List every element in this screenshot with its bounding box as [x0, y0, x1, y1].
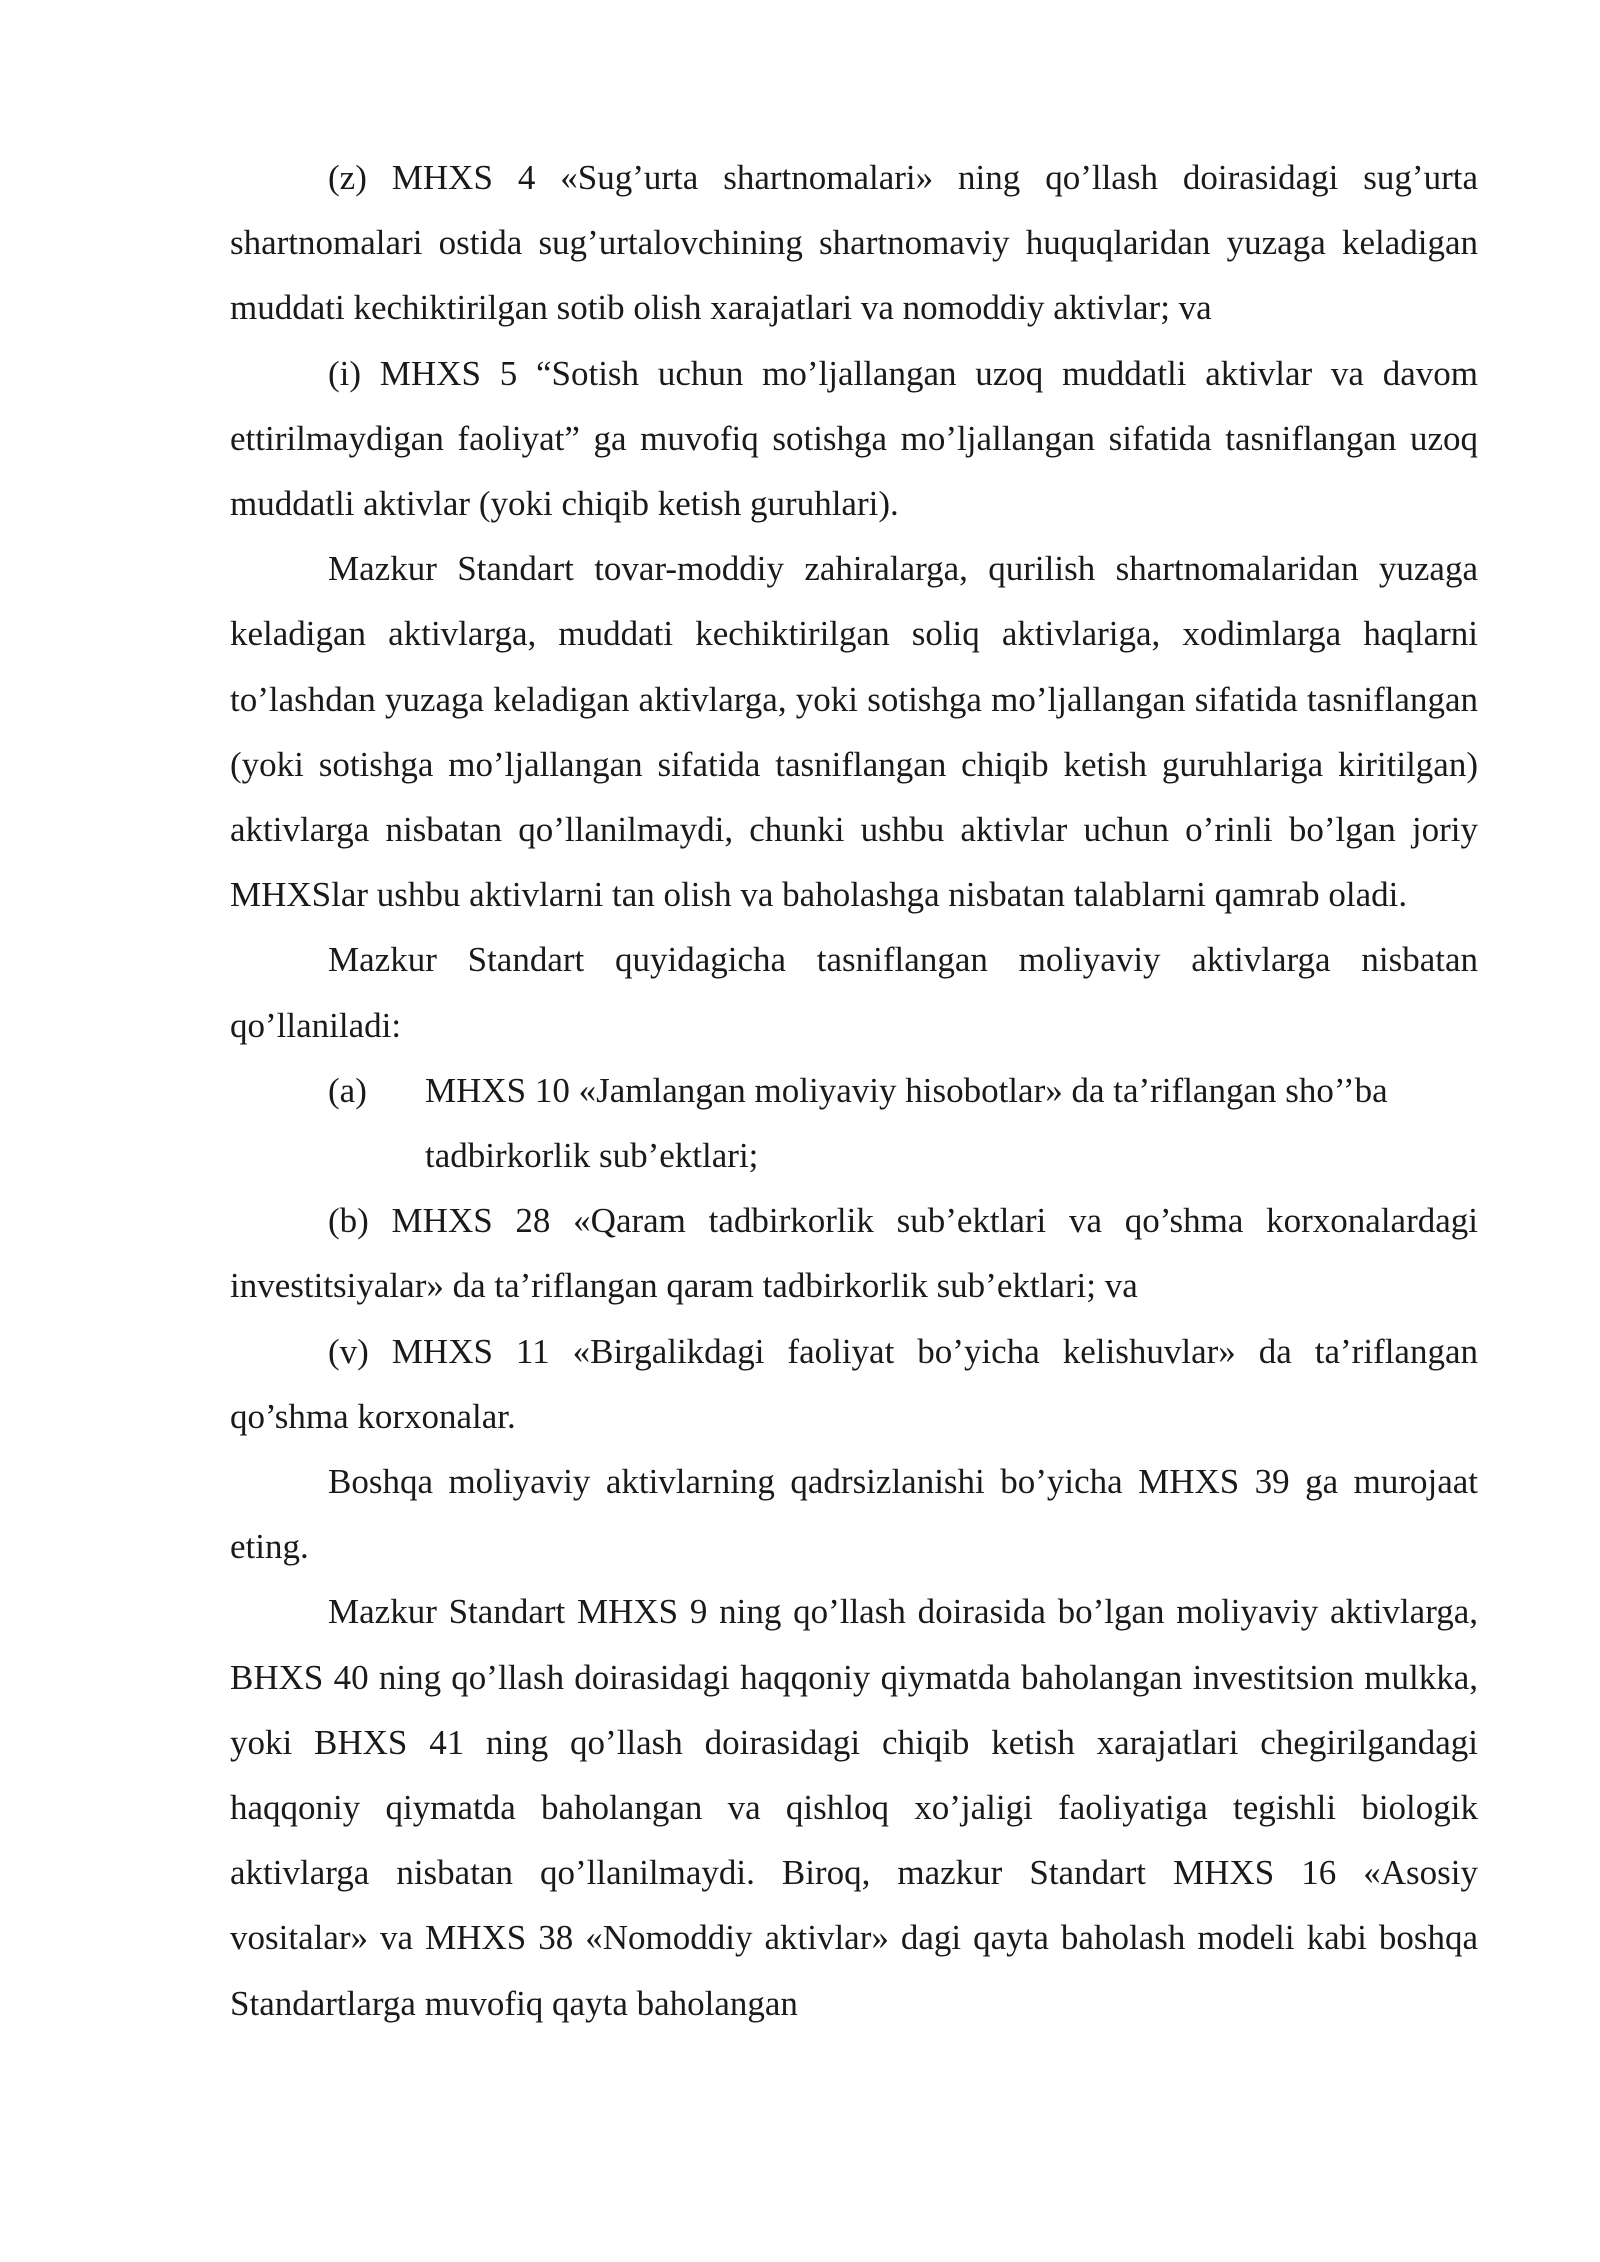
list-item-a-marker: (a) [328, 1070, 367, 1110]
paragraph-scope-exclusions: Mazkur Standart tovar-moddiy zahiralarga, qurilish shartnomalaridan yuzaga keladigan aktivlarga, muddati kechiktirilgan soliq aktivlariga, xodimlarga haqlarni to’lashdan yuzaga keladigan aktivlarga, yoki sotishga mo’ljallangan sifatida tasniflangan (yoki sotishga mo’ljallangan sifatida tasniflangan chiqib ketish guruhlariga kiritilgan) aktivlarga nisbatan qo’llanilmaydi, chunki ushbu aktivlar uchun o’rinli bo’lgan joriy MHXSlar ushbu aktivlarni tan olish va baholashga nisbatan talablarni qamrab oladi. [230, 549, 1478, 915]
paragraph-excluded-assets: Mazkur Standart MHXS 9 ning qo’llash doirasida bo’lgan moliyaviy aktivlarga, BHXS 40 ning qo’llash doirasidagi haqqoniy qiymatda baholangan investitsion mulkka, yoki BHXS 41 ning qo’llash doirasidagi chiqib ketish xarajatlari chegirilgandagi haqqoniy qiymatda baholangan va qishloq xo’jaligi faoliyatiga tegishli biologik aktivlarga nisbatan qo’llanilmaydi. Biroq, mazkur Standart MHXS 16 «Asosiy vositalar» va MHXS 38 «Nomoddiy aktivlar» dagi qayta baholash modeli kabi boshqa Standartlarga muvofiq qayta baholangan [230, 1592, 1478, 2023]
list-item-a [230, 1058, 1478, 1188]
document-body [230, 145, 1478, 2036]
list-item-a-text: MHXS 10 «Jamlangan moliyaviy hisobotlar» da ta’riflangan sho’’ba tadbirkorlik sub’ektlari; [425, 1070, 1388, 1176]
list-item-v: (v) MHXS 11 «Birgalikdagi faoliyat bo’yicha kelishuvlar» da ta’riflangan qo’shma korxonalar. [230, 1331, 1478, 1436]
paragraph-item-i: (i) MHXS 5 “Sotish uchun mo’ljallangan uzoq muddatli aktivlar va davom ettirilmaydigan faoliyat” ga muvofiq sotishga mo’ljallangan sifatida tasniflangan uzoq muddatli aktivlar (yoki chiqib ketish guruhlari). [230, 353, 1478, 524]
list-item-b: (b) MHXS 28 «Qaram tadbirkorlik sub’ektlari va qo’shma korxonalardagi investitsiyalar» da ta’riflangan qaram tadbirkorlik sub’ektlari; va [230, 1201, 1478, 1306]
paragraph-scope-applies: Mazkur Standart quyidagicha tasniflangan moliyaviy aktivlarga nisbatan qo’llaniladi: [230, 940, 1478, 1045]
paragraph-other-assets: Boshqa moliyaviy aktivlarning qadrsizlanishi bo’yicha MHXS 39 ga murojaat eting. [230, 1462, 1478, 1567]
paragraph-item-z: (z) MHXS 4 «Sug’urta shartnomalari» ning qo’llash doirasidagi sug’urta shartnomalari ostida sug’urtalovchining shartnomaviy huquqlaridan yuzaga keladigan muddati kechiktirilgan sotib olish xarajatlari va nomoddiy aktivlar; va [230, 158, 1478, 328]
